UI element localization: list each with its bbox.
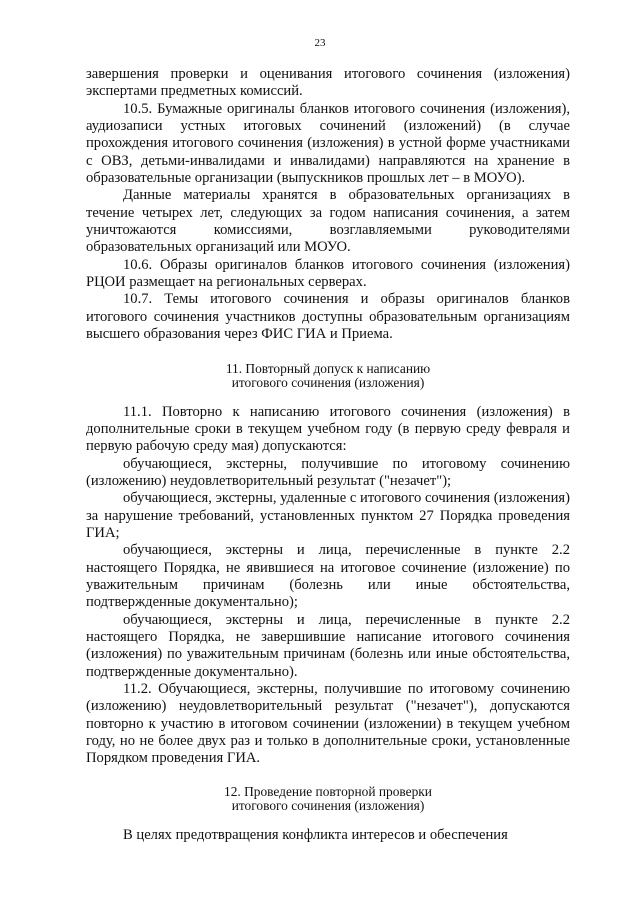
paragraph-10-7: 10.7. Темы итогового сочинения и образы оригиналов бланков итогового сочинения участников доступны образовательным организациям высшего образования через ФИС ГИА и Приема.	[86, 291, 570, 343]
paragraph-10-5: 10.5. Бумажные оригиналы бланков итогового сочинения (изложения), аудиозаписи устных итоговых сочинений (изложений) (в случае прохождения итогового сочинения (изложения) в устной форме участниками с ОВЗ, детьми-инвалидами и инвалидами) направляются на хранение в образовательные организации (выпускников прошлых лет – в МОУО).	[86, 100, 570, 187]
page-number: 23	[314, 37, 326, 49]
section-11-title-line1: 11. Повторный допуск к написанию	[225, 360, 431, 376]
paragraph-storage: Данные материалы хранятся в образовательных организациях в течение четырех лет, следующих за годом написания сочинения, а затем уничтожаются комиссиями, возглавляемыми руководителями образовательных организаций или МОУО.	[86, 187, 570, 256]
paragraph-11-1: 11.1. Повторно к написанию итогового сочинения (изложения) в дополнительные сроки в текущем учебном году (в первую среду февраля и первую рабочую среду мая) допускаются:	[86, 403, 570, 455]
section-12-heading	[86, 785, 570, 814]
paragraph-11-2: 11.2. Обучающиеся, экстерны, получившие по итоговому сочинению (изложению) неудовлетворительный результат ("незачет"), допускаются повторно к участию в итоговом сочинении (изложении) в текущем учебном году, но не более двух раз и только в дополнительные сроки, установленные Порядком проведения ГИА.	[86, 681, 570, 767]
section-12-title-line1: 12. Проведение повторной проверки	[224, 783, 432, 799]
list-item-nezachet: обучающиеся, экстерны, получившие по итоговому сочинению (изложению) неудовлетворительный результат ("незачет");	[86, 455, 570, 489]
section-12-title-line2: итогового сочинения (изложения)	[231, 798, 425, 814]
section-11-title-line2: итогового сочинения (изложения)	[231, 375, 425, 390]
section-11-heading	[86, 362, 570, 391]
list-item-not-finished: обучающиеся, экстерны и лица, перечисленные в пункте 2.2 настоящего Порядка, не завершившие написание итогового сочинения (изложения) по уважительным причинам (болезнь или иные обстоятельства, подтвержденные документально).	[86, 611, 570, 680]
paragraph-10-6: 10.6. Образы оригиналов бланков итогового сочинения (изложения) РЦОИ размещает на региональных серверах.	[86, 256, 570, 291]
list-item-removed: обучающиеся, экстерны, удаленные с итогового сочинения (изложения) за нарушение требований, установленных пунктом 27 Порядка проведения ГИА;	[86, 490, 570, 541]
document-body	[86, 66, 570, 844]
list-item-absent: обучающиеся, экстерны и лица, перечисленные в пункте 2.2 настоящего Порядка, не явившиеся на итоговое сочинение (изложение) по уважительным причинам (болезнь или иные обстоятельства, подтвержденные документально);	[86, 542, 570, 611]
paragraph-12-intro: В целях предотвращения конфликта интересов и обеспечения	[123, 826, 508, 843]
paragraph-continuation: завершения проверки и оценивания итогового сочинения (изложения) экспертами предметных комиссий.	[86, 66, 570, 100]
